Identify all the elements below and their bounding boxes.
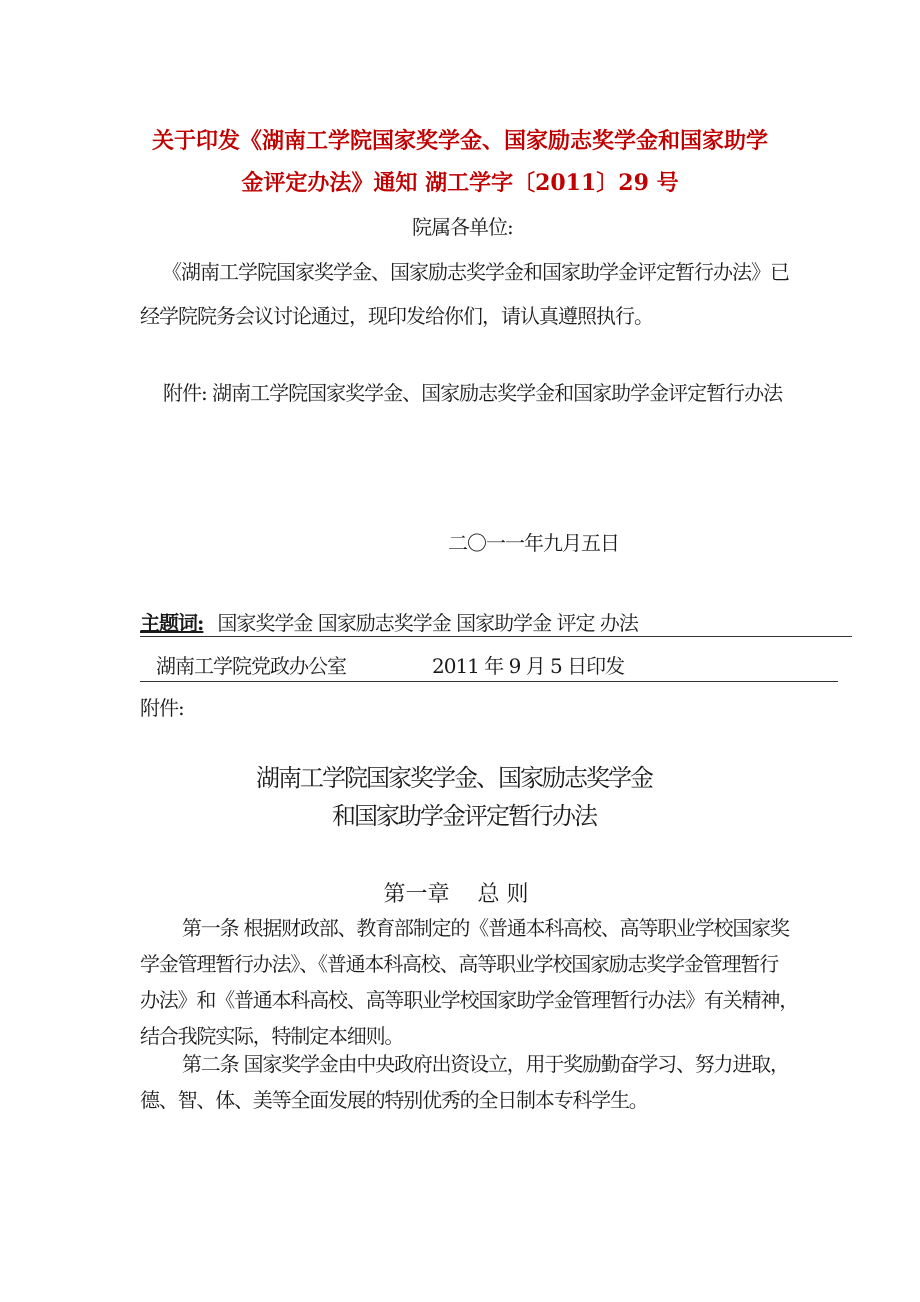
- article2-line: 第二条 国家奖学金由中央政府出资设立，用于奖励勤奋学习、努力进取，: [182, 1052, 789, 1076]
- notice-title-line2: 金评定办法》通知 湖工学字〔2011〕29 号: [241, 170, 679, 196]
- article2-line: 德、智、体、美等全面发展的特别优秀的全日制本专科学生。: [140, 1088, 648, 1112]
- notice-paragraph-line1: 《湖南工学院国家奖学金、国家励志奖学金和国家助学金评定暂行办法》已: [162, 260, 789, 284]
- attachment-line: 附件: 湖南工学院国家奖学金、国家励志奖学金和国家助学金评定暂行办法: [163, 381, 783, 405]
- subject-label: 主题词:: [140, 611, 204, 635]
- subject-keywords: [140, 607, 638, 636]
- notice-title-line1: 关于印发《湖南工学院国家奖学金、国家励志奖学金和国家助学: [151, 128, 768, 154]
- article1-line: 办法》和《普通本科高校、高等职业学校国家助学金管理暂行办法》有关精神，: [140, 988, 798, 1012]
- issuer: 湖南工学院党政办公室: [156, 654, 346, 678]
- article1-line: 学金管理暂行办法》、《普通本科高校、高等职业学校国家励志奖学金管理暂行: [140, 952, 778, 976]
- keywords: 国家奖学金 国家励志奖学金 国家助学金 评定 办法: [217, 611, 638, 635]
- attachment-label: 附件:: [140, 696, 184, 720]
- chapter-number: 第一章: [383, 882, 450, 907]
- article1-line: 第一条 根据财政部、教育部制定的《普通本科高校、高等职业学校国家奖: [182, 916, 789, 940]
- salutation: 院属各单位:: [412, 215, 513, 239]
- issue-date: 2011 年 9 月 5 日印发: [432, 654, 625, 678]
- notice-paragraph-line2: 经学院院务会议讨论通过，现印发给你们，请认真遵照执行。: [140, 304, 653, 328]
- document-title-line2: 和国家助学金评定暂行办法: [332, 802, 596, 830]
- divider-line: [140, 636, 852, 637]
- document-title-line1: 湖南工学院国家奖学金、国家励志奖学金: [256, 764, 652, 792]
- notice-date: 二〇一一年九月五日: [448, 531, 619, 555]
- chapter-name: 总 则: [477, 882, 529, 907]
- divider-line: [140, 681, 838, 682]
- article1-line: 结合我院实际，特制定本细则。: [140, 1024, 404, 1048]
- chapter-heading: [0, 877, 916, 908]
